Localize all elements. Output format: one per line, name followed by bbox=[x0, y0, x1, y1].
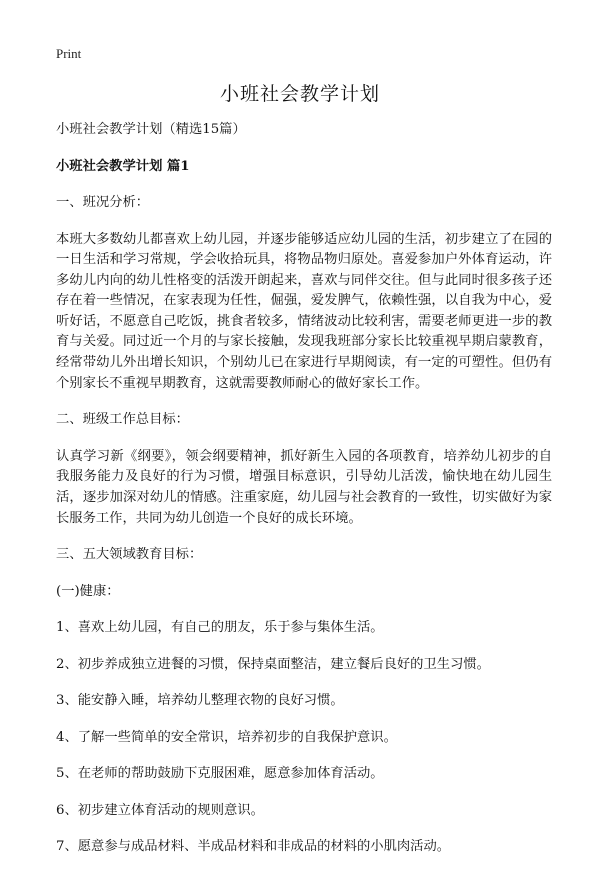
document-subtitle: 小班社会教学计划（精选15篇） bbox=[56, 122, 246, 137]
print-link[interactable]: Print bbox=[56, 46, 82, 61]
list-item: 6、初步建立体育活动的规则意识。 bbox=[56, 802, 264, 818]
list-item: 2、初步养成独立进餐的习惯，保持桌面整洁，建立餐后良好的卫生习惯。 bbox=[56, 656, 490, 672]
list-item: 5、在老师的帮助鼓励下克服困难，愿意参加体育活动。 bbox=[56, 766, 384, 782]
list-item: 3、能安静入睡，培养幼儿整理衣物的良好习惯。 bbox=[56, 693, 344, 709]
paragraph-class-analysis: 本班大多数幼儿都喜欢上幼儿园，并逐步能够适应幼儿园的生活，初步建立了在园的一日生活和学习常规，学会收拾玩具，将物品物归原处。喜爱参加户外体育运动，许多幼儿内向的幼儿性格变的活泼开朗起来，喜欢与同伴交往。但与此同时很多孩子还存在着一些情况，在家表现为任性，倔强，爱发脾气，依赖性强，以自我为中心，爱听好话，不愿意自己吃饭，挑食者较多，情绪波动比较利害，需要老师更进一步的教育与关爱。同过近一个月的与家长接触，发现我班部分家长比较重视早期启蒙教育，经常带幼儿外出增长知识，个别幼儿已在家进行早期阅读，有一定的可塑性。但仍有个别家长不重视早期教育，这就需要教师耐心的做好家长工作。 bbox=[56, 231, 552, 391]
heading-class-analysis: 一、班况分析： bbox=[56, 195, 150, 210]
list-item: 4、了解一些简单的安全常识，培养初步的自我保护意识。 bbox=[56, 729, 397, 745]
section-heading: 小班社会教学计划 篇1 bbox=[56, 158, 190, 174]
document-body bbox=[56, 120, 552, 874]
list-item: 1、喜欢上幼儿园，有自己的朋友，乐于参与集体生活。 bbox=[56, 620, 384, 636]
heading-work-goals: 二、班级工作总目标： bbox=[56, 412, 189, 428]
heading-domain-goals: 三、五大领域教育目标： bbox=[56, 547, 203, 563]
document-title: 小班社会教学计划 bbox=[219, 83, 380, 105]
subheading-health: (一)健康： bbox=[56, 583, 120, 599]
paragraph-work-goals: 认真学习新《纲要》，领会纲要精神，抓好新生入园的各项教育，培养幼儿初步的自我服务能力及良好的行为习惯，增强目标意识，引导幼儿活泼，愉快地在幼儿园生活，逐步加深对幼儿的情感。注重家庭，幼儿园与社会教育的一致性，切实做好为家长服务工作，共同为幼儿创造一个良好的成长环境。 bbox=[56, 448, 552, 526]
list-item: 7、愿意参与成品材料、半成品材料和非成品的材料的小肌肉活动。 bbox=[56, 839, 451, 855]
